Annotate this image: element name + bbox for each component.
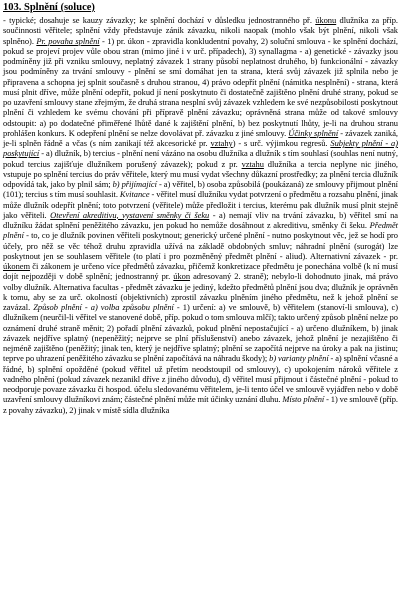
text-segment: - typické; dosahuje se kauzy závazky; ke splnění dochází v důsledku jednostranného př. <box>3 15 316 25</box>
emphasized-text-segment: Kvitance <box>119 189 150 200</box>
emphasized-text-segment: Předmět plnění <box>3 220 398 241</box>
emphasized-text-segment: Pr. povaha splnění <box>36 35 100 46</box>
emphasized-text-segment: úkon <box>173 271 191 282</box>
text-segment: - 1) ve smlouvě (příp. z povahy závazku), 2) jinak v místě sídla dlužníka <box>3 394 399 415</box>
text-segment: - a) dlužník, b) tercius - plnění není vázáno na osobu dlužníka a dlužník s tím souhlasí (souhlas není nutný, pokud tercius zajišťuje dlužníkem porušený závazek); pokud z pr. <box>3 148 398 169</box>
section-body-text <box>3 15 398 415</box>
text-segment: - to, co je dlužník povinen věřiteli poskytnout; generický určené plnění - nutno poskytnout věc, jež se hodí pro účely, pro něž se věc téhož druhu zpravidla užívá na základě obdobných smluv; náhradní plnění (surogát) lze poskytnout jen se souhlasem věřitele (to platí i pro pozměněný předmět plnění - aliud). Alternativní závazek - pr. <box>3 230 398 261</box>
emphasized-text-segment: vztahy <box>210 138 233 148</box>
emphasized-text-segment: Účinky splnění <box>288 127 339 138</box>
text-segment: - a) splnění včasné a řádné, b) splnění opožděné (pokud věřitel už přetím neodstoupil od smlouvy), c) upokojením nároků věřitele z vadného plnění (pokud závazek nezanikl dříve z jiného důvodu), d) věřitel musí přijmout i částečné plnění - pokud to neodporuje povaze závazku či hospod. účelu sledovanému věřitelem, je-li tento účel ve smlouvě vyjádřen nebo v době uzavření smlouvy dlužníkovi znám; částečné plnění může mít účinky uznání dluhu. <box>3 353 399 405</box>
text-segment: dlužníka a tercia neplyne nic jiného, vstupuje po splnění tercius do práv věřitele, který mu musí vydat všechny důkazní prostředky; za plnění tercia dlužník odpovídá tak, jako by plnil sám; <box>3 158 398 189</box>
section-heading: 103. Splnění (soluce) <box>3 2 95 13</box>
emphasized-text-segment: Místo plnění <box>282 394 325 405</box>
emphasized-text-segment: b) přijímající <box>112 179 157 189</box>
text-segment: adresovaný 2. straně); nebylo-li dohodnuto jinak, má právo volby dlužník. Alternativa facultas - předmět závazku je jediný, kdežto předmětů plnění jsou dva; dlužník je oprávněn k tomu, aby se za urč. okolností (objektivních) zprostil závazku plněním jiného předmětu, než k jehož plnění se zavázal. <box>3 271 398 312</box>
text-segment: - 1) určení: a) ve smlouvě, b) věřitelem (stanoví-li smlouva), c) dlužníkem (neurčil-li věřitel ve stanovené době, příp. pokud o tom smlouva mlčí); takto určený způsob plnění nelze po oznámení druhé straně měnit; 2) pořadí plnění závazků, pokud plnění nepostačující - a) určeno dlužníkem, b) jinak závazek nejdříve splatný (nepeněžitý; nejprve se plní příslušenství) anebo závazek, jehož plnění je nezajištěno či nejméně zajištěno (peněžitý; jinak ten, který je nejdříve splatný; plnění se započítá nejprve na úroky a pak na jistinu; teprve po uhrazení peněžitého závazku se plnění započítává na náhradu škody); <box>3 302 398 364</box>
emphasized-text-segment: Způsob plnění - a) volba způsobu plnění <box>33 302 174 312</box>
text-segment: - věřitel musí dlužníku vydat potvrzení o předmětu a rozsahu plnění, jinak může dlužník odepřít plnění; toto potvrzení (věřitele) může předložit i tercius, kterému pak dlužník musí plnit stejně jako věřiteli. <box>3 189 398 220</box>
emphasized-text-segment: úkonem <box>3 261 31 271</box>
emphasized-text-segment: vztahu <box>241 158 264 169</box>
emphasized-text-segment: b) varianty plnění <box>269 353 329 364</box>
text-segment: či zákonem je určeno více předmětů závazku, přičemž konkretizace předmětu je ponechána volbě (k ní musí dojít nejpozději v době splnění; jednostranný pr. <box>3 261 398 282</box>
emphasized-text-segment: Otevření akreditivu, vystavení směnky či šeku <box>50 209 210 220</box>
text-segment: dlužníka za příp. součinnosti věřitele; splnění vždy představuje zánik závazku, nikoli naopak (mohlo však být plnění, nikoli však splněno). <box>3 15 398 46</box>
text-segment: - závazek zaniká, je-li splněn řádně a včas (s ním zanikají též akcesorické pr. <box>3 127 398 148</box>
emphasized-text-segment: úkonu <box>315 15 337 25</box>
text-segment: ) - s urč. výjimkou regresů. <box>232 138 331 148</box>
text-segment: - a) věřitel, b) osoba způsobilá (poukázaná) ze smlouvy přijmout plnění (101); tercius s tím musí souhlasit. <box>3 179 398 200</box>
text-segment: - a) nemají vliv na trvání závazku, b) věřitel smí na dlužníku žádat splnění peněžitého závazku, jen pokud ho nemůže dosáhnout z akreditivu, směnky či šeku. <box>3 209 398 230</box>
text-segment: - 1) pr. úkon - zpravidla konkludentní povahy, 2) soluční smlouva - ke splnění dochází, pokud se projeví projev vůle obou stran (mimo jiné i v urč. případech), 3) synallagma - a) genetické - závazky jsou podmíněny již při vzniku smlouvy, neplatný závazek 1 strany působí neplatnost druhého, b) funkcionální - závazky jsou podmíněny za trvání smlouvy - plnění se smí domáhat jen ta strana, která svůj závazek již splnila nebo je připravena a schopna jej splnit současně s druhou stranou, 4) právo odepřít plnění (námitka nesplnění) - strana, která musí plnit dříve, může plnění odepřít, pokud jí není poskytnuto či dostatečně zajištěno plnění druhé strany, pokud se po uzavření smlouvy stane zřejmým, že druhá strana nesplní svůj závazek vzhledem ke své nezpůsobilosti poskytnout plnění či vzhledem ke svému chování při přípravě plnění závazku; oprávněná strana může od takové smlouvy odstoupit: a) po dodatečné přiměřené lhůtě dané k zajištění plnění, b) bez poskytnutí lhůty, je-li na druhou stranu prohlášen konkurs. K odepření plnění se nelze dovolávat př. závazku z jiné smlouvy. <box>3 35 398 138</box>
emphasized-text-segment: Subjekty plnění - a) poskytující <box>3 138 398 159</box>
